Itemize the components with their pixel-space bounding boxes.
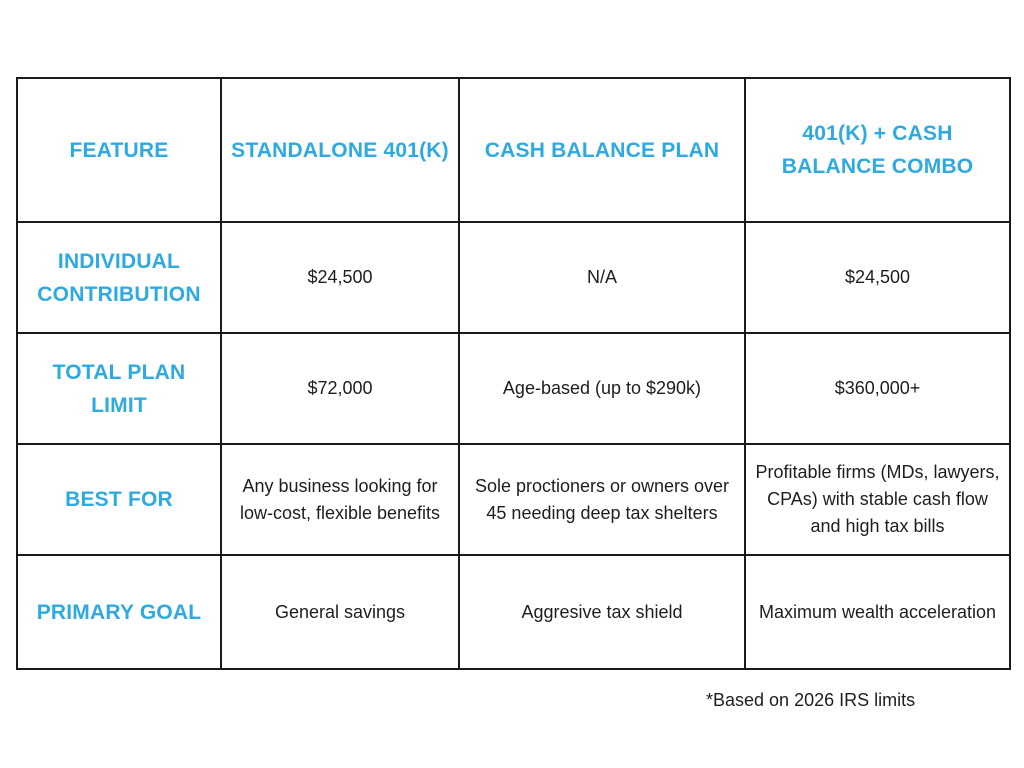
cell-cash-balance: N/A bbox=[459, 222, 745, 333]
table-row bbox=[17, 555, 1010, 669]
table-row bbox=[17, 222, 1010, 333]
cell-standalone-401k: General savings bbox=[221, 555, 459, 669]
cell-combo: Profitable firms (MDs, lawyers, CPAs) with stable cash flow and high tax bills bbox=[745, 444, 1010, 555]
row-label-best-for: BEST FOR bbox=[17, 444, 221, 555]
cell-standalone-401k: $72,000 bbox=[221, 333, 459, 444]
cell-combo: $360,000+ bbox=[745, 333, 1010, 444]
cell-cash-balance: Age-based (up to $290k) bbox=[459, 333, 745, 444]
header-feature: FEATURE bbox=[17, 78, 221, 222]
cell-cash-balance: Sole proctioners or owners over 45 needing deep tax shelters bbox=[459, 444, 745, 555]
table-row bbox=[17, 333, 1010, 444]
cell-standalone-401k: $24,500 bbox=[221, 222, 459, 333]
row-label-primary-goal: PRIMARY GOAL bbox=[17, 555, 221, 669]
row-label-individual-contribution: INDIVIDUAL CONTRIBUTION bbox=[17, 222, 221, 333]
comparison-table-container bbox=[16, 77, 1011, 670]
row-label-total-plan-limit: TOTAL PLAN LIMIT bbox=[17, 333, 221, 444]
header-cash-balance-plan: CASH BALANCE PLAN bbox=[459, 78, 745, 222]
cell-cash-balance: Aggresive tax shield bbox=[459, 555, 745, 669]
cell-combo: $24,500 bbox=[745, 222, 1010, 333]
cell-combo: Maximum wealth acceleration bbox=[745, 555, 1010, 669]
table-row bbox=[17, 444, 1010, 555]
header-standalone-401k: STANDALONE 401(K) bbox=[221, 78, 459, 222]
table-header-row bbox=[17, 78, 1010, 222]
header-combo-plan: 401(K) + CASH BALANCE COMBO bbox=[745, 78, 1010, 222]
plan-comparison-table bbox=[16, 77, 1011, 670]
footnote: *Based on 2026 IRS limits bbox=[706, 690, 916, 710]
cell-standalone-401k: Any business looking for low-cost, flexible benefits bbox=[221, 444, 459, 555]
